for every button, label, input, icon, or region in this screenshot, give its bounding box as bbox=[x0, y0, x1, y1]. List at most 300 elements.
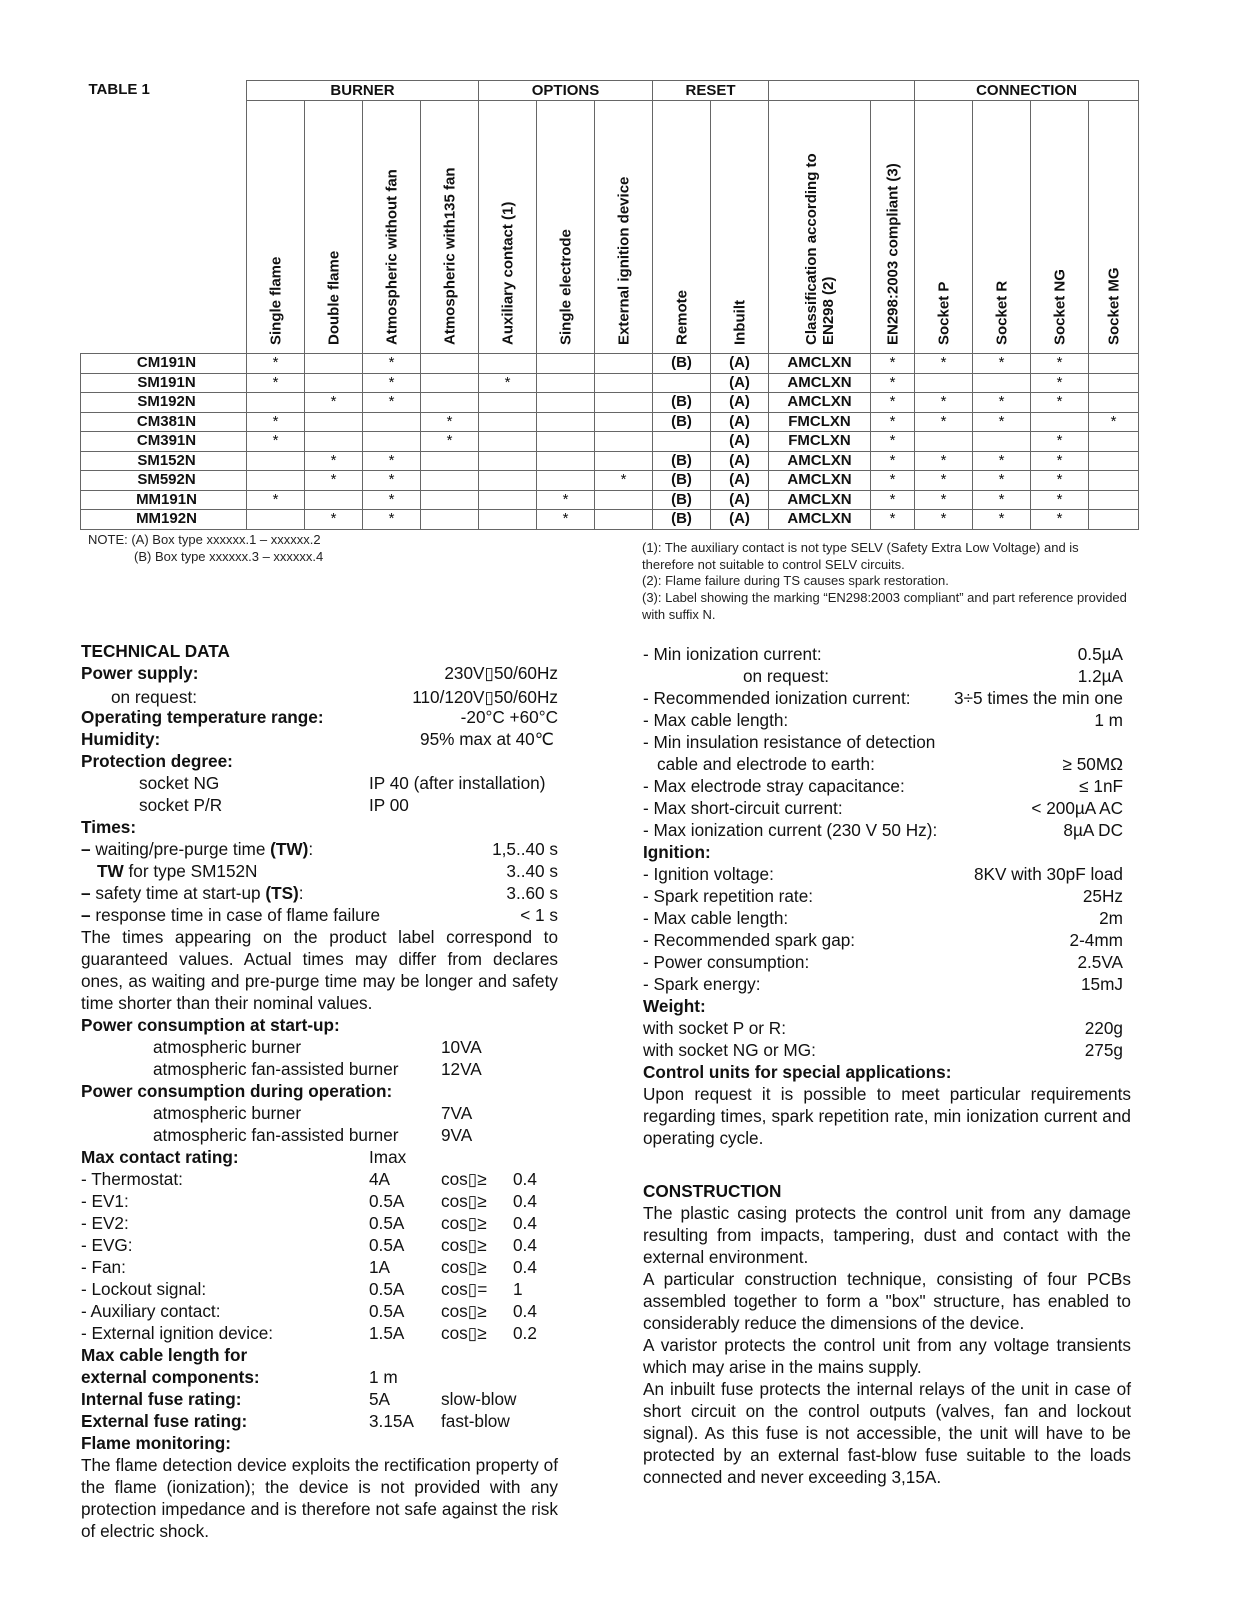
contact-pf: 0.4 bbox=[513, 1213, 537, 1233]
ts-colon: : bbox=[298, 883, 304, 903]
table-cell bbox=[595, 451, 653, 471]
table-cell bbox=[479, 490, 537, 510]
table-cell bbox=[479, 354, 537, 374]
spec-value: 8µA DC bbox=[1063, 820, 1123, 840]
contact-rating-row bbox=[81, 1256, 558, 1278]
contact-name: - EV1: bbox=[81, 1191, 129, 1211]
table-cell bbox=[537, 451, 595, 471]
protection-pr-label: socket P/R bbox=[139, 795, 223, 815]
table-cell: * bbox=[305, 510, 363, 530]
table-cell bbox=[479, 451, 537, 471]
table-cell: * bbox=[973, 471, 1031, 491]
col-header-label: Double flame bbox=[325, 250, 342, 345]
table-cell: * bbox=[537, 510, 595, 530]
model-cell: CM381N bbox=[81, 412, 247, 432]
table-cell: * bbox=[973, 393, 1031, 413]
group-reset: RESET bbox=[653, 81, 769, 101]
spec-label: - Recommended spark gap: bbox=[643, 930, 856, 950]
power-startup-atm-value: 10VA bbox=[441, 1037, 482, 1057]
spec-row bbox=[643, 665, 1123, 687]
table-cell: * bbox=[915, 451, 973, 471]
spec-row bbox=[643, 819, 1123, 841]
tw-label: waiting/pre-purge time bbox=[95, 839, 271, 859]
power-startup-fan-label: atmospheric fan-assisted burner bbox=[153, 1059, 399, 1079]
table-row bbox=[81, 412, 1139, 432]
tw-abbr: (TW) bbox=[270, 839, 309, 859]
protection-label: Protection degree: bbox=[81, 751, 233, 771]
spec-row bbox=[643, 929, 1123, 951]
table-cell bbox=[1089, 393, 1139, 413]
tw152-label: for type SM152N bbox=[123, 861, 258, 881]
spec-value: 0.5µA bbox=[1077, 644, 1123, 664]
table-cell bbox=[247, 393, 305, 413]
col-header bbox=[595, 101, 653, 354]
table-cell: FMCLXN bbox=[769, 412, 871, 432]
group-burner: BURNER bbox=[247, 81, 479, 101]
table-cell bbox=[537, 471, 595, 491]
contact-pf: 0.4 bbox=[513, 1235, 537, 1255]
table-cell: * bbox=[871, 432, 915, 452]
internal-fuse-label: Internal fuse rating: bbox=[81, 1389, 242, 1409]
table-row bbox=[81, 354, 1139, 374]
table-title: TABLE 1 bbox=[88, 80, 150, 98]
table-cell: (B) bbox=[653, 490, 711, 510]
table-cell: FMCLXN bbox=[769, 432, 871, 452]
table-cell bbox=[1089, 451, 1139, 471]
contact-current: 0.5A bbox=[369, 1213, 405, 1233]
table-cell: * bbox=[871, 451, 915, 471]
contact-name: - Lockout signal: bbox=[81, 1279, 207, 1299]
table-cell bbox=[363, 412, 421, 432]
dash-icon: – bbox=[81, 905, 91, 925]
table-cell bbox=[1089, 510, 1139, 530]
tw152-abbr: TW bbox=[97, 861, 124, 881]
table-cell: * bbox=[871, 354, 915, 374]
technical-data-heading: TECHNICAL DATA bbox=[81, 641, 230, 661]
table-cell bbox=[595, 412, 653, 432]
contact-rating-row bbox=[81, 1278, 558, 1300]
spec-row bbox=[643, 643, 1123, 665]
right-column bbox=[643, 643, 1131, 1149]
contact-rating-header bbox=[81, 1146, 558, 1168]
table-cell: (A) bbox=[711, 490, 769, 510]
col-header-label: Auxiliary contact (1) bbox=[499, 201, 516, 345]
col-header-label: Single flame bbox=[267, 256, 284, 345]
col-header-label: Classification according to EN298 (2) bbox=[802, 153, 837, 345]
table-cell: (B) bbox=[653, 510, 711, 530]
spec-label: - Min ionization current: bbox=[643, 644, 822, 664]
footnote-1: (1): The auxiliary contact is not type SELV (Safety Extra Low Voltage) and is therefore not suitable to control SELV circuits. bbox=[642, 540, 1079, 572]
table-cell bbox=[973, 432, 1031, 452]
table-cell: * bbox=[1031, 490, 1089, 510]
ts-label: safety time at start-up bbox=[95, 883, 266, 903]
contact-pf: 0.4 bbox=[513, 1191, 537, 1211]
protection-pr-row bbox=[81, 794, 558, 816]
table-cell: * bbox=[915, 354, 973, 374]
contact-rating-row bbox=[81, 1234, 558, 1256]
table-cell bbox=[247, 471, 305, 491]
table-cell bbox=[363, 432, 421, 452]
cable-ext-row bbox=[81, 1366, 558, 1388]
spec-row bbox=[643, 1017, 1123, 1039]
model-cell: CM191N bbox=[81, 354, 247, 374]
table-note-a: NOTE: (A) Box type xxxxxx.1 – xxxxxx.2 bbox=[88, 532, 321, 547]
col-header bbox=[247, 101, 305, 354]
col-header bbox=[537, 101, 595, 354]
contact-cos: cos▯≥ bbox=[441, 1301, 487, 1321]
special-text: Upon request it is possible to meet particular requirements regarding times, spark repetition rate, min ionization current and operating cycle. bbox=[643, 1084, 1131, 1148]
contact-rating-label: Max contact rating: bbox=[81, 1147, 239, 1167]
table-cell: * bbox=[915, 393, 973, 413]
contact-cos: cos▯≥ bbox=[441, 1235, 487, 1255]
operating-temp-label: Operating temperature range: bbox=[81, 707, 324, 727]
construction-p1: The plastic casing protects the control unit from any damage resulting from impacts, tampering, dust and contact with the external environment. bbox=[643, 1203, 1131, 1267]
spec-row bbox=[643, 973, 1123, 995]
tw-value: 1,5..40 s bbox=[492, 839, 558, 859]
dash-icon: – bbox=[81, 883, 91, 903]
cable-ext-label-2: external components: bbox=[81, 1367, 260, 1387]
table-cell: (B) bbox=[653, 393, 711, 413]
table-cell: AMCLXN bbox=[769, 471, 871, 491]
model-cell: MM192N bbox=[81, 510, 247, 530]
spec-label: - Power consumption: bbox=[643, 952, 810, 972]
table-cell bbox=[595, 490, 653, 510]
contact-pf: 1 bbox=[513, 1279, 523, 1299]
table-cell: * bbox=[1031, 373, 1089, 393]
table-cell: * bbox=[537, 490, 595, 510]
table-cell bbox=[1089, 373, 1139, 393]
col-header-label: Inbuilt bbox=[731, 300, 748, 345]
table-cell bbox=[421, 354, 479, 374]
contact-pf: 0.4 bbox=[513, 1257, 537, 1277]
spec-value: 1 m bbox=[1094, 710, 1123, 730]
times-label: Times: bbox=[81, 817, 137, 837]
spec-label: - Max cable length: bbox=[643, 710, 789, 730]
group-connection: CONNECTION bbox=[915, 81, 1139, 101]
spec-row bbox=[643, 731, 1123, 753]
contact-name: - Auxiliary contact: bbox=[81, 1301, 221, 1321]
power-supply-label: Power supply: bbox=[81, 663, 199, 683]
cable-ext-label-1: Max cable length for bbox=[81, 1345, 248, 1365]
external-fuse-row bbox=[81, 1410, 558, 1432]
col-header bbox=[305, 101, 363, 354]
table-note-b: (B) Box type xxxxxx.3 – xxxxxx.4 bbox=[134, 549, 324, 564]
operating-temp-value: -20°C +60°C bbox=[460, 707, 558, 727]
contact-current: 4A bbox=[369, 1169, 391, 1189]
power-operation-fan-label: atmospheric fan-assisted burner bbox=[153, 1125, 399, 1145]
contact-current: 0.5A bbox=[369, 1191, 405, 1211]
table-cell: * bbox=[1031, 432, 1089, 452]
weight-list bbox=[643, 1017, 1123, 1061]
table-row bbox=[81, 510, 1139, 530]
table-cell: (A) bbox=[711, 393, 769, 413]
table-cell: AMCLXN bbox=[769, 354, 871, 374]
spec-value: 220g bbox=[1084, 1018, 1123, 1038]
contact-rating-row bbox=[81, 1190, 558, 1212]
table-cell bbox=[247, 510, 305, 530]
model-cell: SM191N bbox=[81, 373, 247, 393]
contact-name: - EVG: bbox=[81, 1235, 133, 1255]
table-cell bbox=[595, 373, 653, 393]
table-cell: * bbox=[1089, 412, 1139, 432]
table-row bbox=[81, 490, 1139, 510]
table-cell bbox=[479, 471, 537, 491]
table-cell: * bbox=[915, 490, 973, 510]
table-cell: * bbox=[915, 510, 973, 530]
table-cell: * bbox=[247, 490, 305, 510]
group-blank bbox=[769, 81, 915, 101]
power-startup-fan-value: 12VA bbox=[441, 1059, 482, 1079]
table-cell bbox=[479, 432, 537, 452]
table-cell: * bbox=[1031, 451, 1089, 471]
table-row bbox=[81, 432, 1139, 452]
tw-colon: : bbox=[308, 839, 314, 859]
spec-value: 2m bbox=[1099, 908, 1123, 928]
model-cell: SM592N bbox=[81, 471, 247, 491]
table-cell: (A) bbox=[711, 354, 769, 374]
table-cell bbox=[421, 451, 479, 471]
spec-row bbox=[643, 951, 1123, 973]
table-cell: * bbox=[871, 412, 915, 432]
table-row bbox=[81, 471, 1139, 491]
dash-icon: – bbox=[81, 839, 91, 859]
power-operation-atm-label: atmospheric burner bbox=[153, 1103, 302, 1123]
table-cell bbox=[973, 373, 1031, 393]
protection-ng-label: socket NG bbox=[139, 773, 220, 793]
table-cell bbox=[305, 373, 363, 393]
table-cell: (A) bbox=[711, 432, 769, 452]
contact-current: 0.5A bbox=[369, 1235, 405, 1255]
power-operation-label: Power consumption during operation: bbox=[81, 1081, 393, 1101]
spec-value: ≤ 1nF bbox=[1079, 776, 1123, 796]
spec-row bbox=[643, 863, 1123, 885]
contact-pf: 0.2 bbox=[513, 1323, 537, 1343]
response-value: < 1 s bbox=[520, 905, 558, 925]
col-header-label: Atmospheric without fan bbox=[383, 169, 400, 345]
table-cell: (B) bbox=[653, 451, 711, 471]
cable-ext-value: 1 m bbox=[369, 1367, 398, 1387]
on-request-value: 110/120V▯50/60Hz bbox=[412, 687, 558, 707]
contact-cos: cos▯≥ bbox=[441, 1323, 487, 1343]
table-cell: * bbox=[595, 471, 653, 491]
spec-value: 2-4mm bbox=[1069, 930, 1123, 950]
spec-row bbox=[643, 907, 1123, 929]
contact-current: 1.5A bbox=[369, 1323, 405, 1343]
table-cell bbox=[537, 354, 595, 374]
col-header-label: External ignition device bbox=[615, 176, 632, 345]
contact-name: - External ignition device: bbox=[81, 1323, 274, 1343]
table-cell bbox=[537, 412, 595, 432]
model-cell: SM152N bbox=[81, 451, 247, 471]
protection-pr-value: IP 00 bbox=[369, 795, 409, 815]
table-cell: * bbox=[363, 393, 421, 413]
spec-label: with socket P or R: bbox=[643, 1018, 786, 1038]
construction-p3: A varistor protects the control unit from any voltage transients which may arise in the mains supply. bbox=[643, 1335, 1131, 1377]
humidity-label: Humidity: bbox=[81, 729, 161, 749]
power-startup-atm-row bbox=[81, 1036, 558, 1058]
ignition-label: Ignition: bbox=[643, 842, 711, 862]
on-request-label: on request: bbox=[111, 687, 197, 707]
contact-rating-row bbox=[81, 1212, 558, 1234]
spec-value: 15mJ bbox=[1080, 974, 1123, 994]
table-cell: AMCLXN bbox=[769, 373, 871, 393]
table-cell: (A) bbox=[711, 510, 769, 530]
col-header-label: Socket P bbox=[935, 281, 952, 345]
table-cell: * bbox=[871, 373, 915, 393]
table-row bbox=[81, 451, 1139, 471]
spec-label: on request: bbox=[743, 666, 829, 686]
table-cell bbox=[1089, 490, 1139, 510]
table-row bbox=[81, 373, 1139, 393]
spec-label: - Max cable length: bbox=[643, 908, 789, 928]
construction-p4: An inbuilt fuse protects the internal relays of the unit in case of short circuit on the control outputs (valves, fan and lockout signal). As this fuse is not accessible, the unit will have to be protected by an external fast-blow fuse suitable to the loads connected and never exceeding 3,15A. bbox=[643, 1379, 1131, 1487]
power-startup-atm-label: atmospheric burner bbox=[153, 1037, 302, 1057]
response-label: response time in case of flame failure bbox=[95, 905, 381, 925]
contact-cos: cos▯≥ bbox=[441, 1169, 487, 1189]
power-supply-value: 230V▯50/60Hz bbox=[444, 663, 558, 683]
group-options: OPTIONS bbox=[479, 81, 653, 101]
contact-cos: cos▯≥ bbox=[441, 1213, 487, 1233]
table-cell bbox=[479, 412, 537, 432]
table-cell: AMCLXN bbox=[769, 510, 871, 530]
table-cell: (B) bbox=[653, 471, 711, 491]
table-cell: * bbox=[871, 471, 915, 491]
table-cell bbox=[421, 471, 479, 491]
imax-label: Imax bbox=[369, 1147, 407, 1167]
table-cell bbox=[479, 393, 537, 413]
spec-row bbox=[643, 775, 1123, 797]
table-title-cell bbox=[81, 81, 247, 354]
power-startup-label: Power consumption at start-up: bbox=[81, 1015, 340, 1035]
table-cell bbox=[421, 373, 479, 393]
table-cell: * bbox=[247, 373, 305, 393]
spec-label: cable and electrode to earth: bbox=[657, 754, 875, 774]
table-cell: * bbox=[305, 471, 363, 491]
table-cell: (A) bbox=[711, 412, 769, 432]
spec-label: - Spark repetition rate: bbox=[643, 886, 814, 906]
ionization-list bbox=[643, 643, 1123, 841]
table-cell: * bbox=[871, 510, 915, 530]
model-cell: MM191N bbox=[81, 490, 247, 510]
ts-value: 3..60 s bbox=[506, 883, 558, 903]
internal-fuse-value: 5A bbox=[369, 1389, 391, 1409]
table-cell: * bbox=[915, 412, 973, 432]
table-cell: AMCLXN bbox=[769, 393, 871, 413]
col-header bbox=[1089, 101, 1139, 354]
table-cell: (A) bbox=[711, 451, 769, 471]
table-cell bbox=[595, 510, 653, 530]
contact-name: - EV2: bbox=[81, 1213, 129, 1233]
internal-fuse-type: slow-blow bbox=[441, 1389, 517, 1409]
internal-fuse-row bbox=[81, 1388, 558, 1410]
table-cell bbox=[305, 490, 363, 510]
table-cell: * bbox=[871, 490, 915, 510]
model-cell: SM192N bbox=[81, 393, 247, 413]
construction-p2: A particular construction technique, consisting of four PCBs assembled together to form a "box" structure, has enabled to considerably reduce the dimensions of the device. bbox=[643, 1269, 1131, 1333]
contact-rating-row bbox=[81, 1300, 558, 1322]
contact-rating-row bbox=[81, 1168, 558, 1190]
table-cell bbox=[1089, 471, 1139, 491]
col-header bbox=[915, 101, 973, 354]
contact-rating-list bbox=[81, 1168, 558, 1344]
spec-label: - Max electrode stray capacitance: bbox=[643, 776, 905, 796]
table-cell bbox=[595, 393, 653, 413]
spec-label: - Min insulation resistance of detection bbox=[643, 732, 936, 752]
power-operation-atm-row bbox=[81, 1102, 558, 1124]
table-cell: * bbox=[305, 393, 363, 413]
table-cell: (B) bbox=[653, 354, 711, 374]
table-cell: * bbox=[363, 490, 421, 510]
contact-cos: cos▯≥ bbox=[441, 1191, 487, 1211]
technical-data-column bbox=[81, 640, 558, 1542]
contact-rating-row bbox=[81, 1322, 558, 1344]
power-supply-row bbox=[81, 662, 558, 684]
spec-label: - Ignition voltage: bbox=[643, 864, 774, 884]
spec-value: ≥ 50MΩ bbox=[1062, 754, 1123, 774]
power-startup-fan-row bbox=[81, 1058, 558, 1080]
contact-cos: cos▯≥ bbox=[441, 1257, 487, 1277]
table-cell: (A) bbox=[711, 471, 769, 491]
flame-monitoring-text: The flame detection device exploits the rectification property of the flame (ionization); the device is not provided with any protection impedance and is therefore not safe against the risk of electric shock. bbox=[81, 1455, 558, 1541]
external-fuse-label: External fuse rating: bbox=[81, 1411, 248, 1431]
spec-row bbox=[643, 797, 1123, 819]
col-header bbox=[1031, 101, 1089, 354]
table-cell: * bbox=[421, 432, 479, 452]
table-cell: * bbox=[973, 510, 1031, 530]
footnote-3: (3): Label showing the marking “EN298:2003 compliant” and part reference provided with suffix N. bbox=[642, 590, 1127, 622]
table-cell: * bbox=[421, 412, 479, 432]
table-cell: * bbox=[363, 451, 421, 471]
table-cell: * bbox=[973, 490, 1031, 510]
contact-name: - Fan: bbox=[81, 1257, 126, 1277]
protection-ng-row bbox=[81, 772, 558, 794]
construction-section bbox=[643, 1180, 1131, 1488]
col-header-label: Atmospheric with135 fan bbox=[441, 167, 458, 345]
spec-label: - Max ionization current (230 V 50 Hz): bbox=[643, 820, 938, 840]
spec-row bbox=[643, 1039, 1123, 1061]
footnote-2: (2): Flame failure during TS causes spark restoration. bbox=[642, 573, 949, 588]
col-header bbox=[973, 101, 1031, 354]
response-row bbox=[81, 904, 558, 926]
table-cell: * bbox=[871, 393, 915, 413]
spec-row bbox=[643, 709, 1123, 731]
model-cell: CM391N bbox=[81, 432, 247, 452]
table-cell: * bbox=[247, 412, 305, 432]
spec-row bbox=[643, 753, 1123, 775]
spec-value: 3÷5 times the min one bbox=[954, 688, 1123, 708]
table-cell bbox=[653, 373, 711, 393]
table-cell: * bbox=[1031, 471, 1089, 491]
construction-heading: CONSTRUCTION bbox=[643, 1181, 782, 1201]
table-cell bbox=[247, 451, 305, 471]
table-cell: * bbox=[247, 432, 305, 452]
humidity-row bbox=[81, 728, 558, 750]
table-cell: * bbox=[915, 471, 973, 491]
table-cell: * bbox=[247, 354, 305, 374]
table-cell bbox=[915, 373, 973, 393]
special-label: Control units for special applications: bbox=[643, 1062, 952, 1082]
spec-value: 1.2µA bbox=[1077, 666, 1123, 686]
col-header-label: EN298:2003 compliant (3) bbox=[884, 163, 901, 345]
table-cell bbox=[421, 510, 479, 530]
table-cell bbox=[1089, 354, 1139, 374]
tw152-row bbox=[81, 860, 558, 882]
col-header bbox=[421, 101, 479, 354]
flame-monitoring-label: Flame monitoring: bbox=[81, 1433, 231, 1453]
spec-row bbox=[643, 687, 1123, 709]
table-cell: (B) bbox=[653, 412, 711, 432]
contact-pf: 0.4 bbox=[513, 1169, 537, 1189]
